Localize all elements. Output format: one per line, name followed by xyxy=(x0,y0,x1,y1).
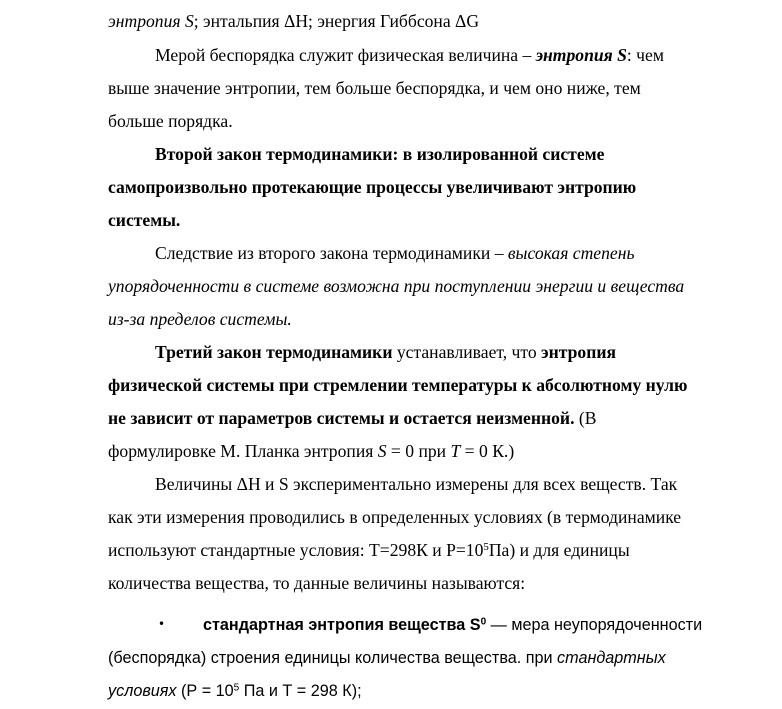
quantities-line-3 xyxy=(108,539,630,561)
corollary-italic: высокая степень xyxy=(507,243,635,263)
paragraph-entropy-line-1 xyxy=(155,44,664,66)
second-law-text: самопроизвольно протекающие процессы увеличивают энтропию xyxy=(108,177,637,197)
third-law-text: не зависит от параметров системы и остается неизменной. xyxy=(108,408,575,428)
second-law-line-3 xyxy=(108,209,180,231)
third-law-line-2 xyxy=(108,374,687,396)
third-law-title: Третий закон термодинамики xyxy=(155,342,393,362)
text: формулировке М. Планка энтропия xyxy=(108,441,378,461)
corollary-line-1 xyxy=(155,242,634,264)
text: — мера неупорядоченности xyxy=(486,616,703,634)
text: Следствие из второго закона термодинамики – xyxy=(155,243,508,263)
second-law-line-1 xyxy=(155,143,604,165)
italic-text: стандартных xyxy=(557,649,666,667)
quantities-line-4: количества вещества, то данные величины называются: xyxy=(108,573,526,593)
text: устанавливает, что xyxy=(392,342,542,362)
text: (Р = 10 xyxy=(176,682,234,700)
corollary-italic: из-за пределов системы. xyxy=(108,309,292,329)
third-law-text: физической системы при стремлении температуры к абсолютному нулю xyxy=(108,375,688,395)
bullet-line-3 xyxy=(108,680,362,702)
paragraph-entropy-line-3: больше порядка. xyxy=(108,111,233,131)
second-law-line-2 xyxy=(108,176,636,198)
symbol-s: S xyxy=(377,441,387,461)
symbol-t: T xyxy=(450,441,461,461)
entropy-term: энтропия xyxy=(108,11,185,31)
superscript: 0 xyxy=(480,616,487,628)
third-law-line-4 xyxy=(108,440,514,462)
text: Па и Т = 298 К); xyxy=(239,682,362,700)
line-functions xyxy=(108,10,479,32)
entropy-definition-term: энтропия S xyxy=(535,45,627,65)
quantities-line-2: как эти измерения проводились в определенных условиях (в термодинамике xyxy=(108,507,682,527)
corollary-line-2 xyxy=(108,275,684,297)
text: (беспорядка) строения единицы количества вещества. при xyxy=(108,649,558,667)
exponent: 5 xyxy=(483,541,489,553)
text: : чем xyxy=(626,45,664,65)
entropy-symbol: S xyxy=(184,11,194,31)
second-law-text: Второй закон термодинамики: в изолированной системе xyxy=(155,144,605,164)
standard-entropy-term: стандартная энтропия вещества S xyxy=(203,616,481,634)
second-law-text: системы. xyxy=(108,210,181,230)
functions-rest: ; энтальпия ΔH; энергия Гиббсона ΔG xyxy=(193,11,480,31)
bullet-icon: • xyxy=(158,617,166,631)
italic-text: условиях xyxy=(108,682,177,700)
text: = 0 при xyxy=(386,441,451,461)
text: Па) и для единицы xyxy=(488,540,630,560)
third-law-line-3 xyxy=(108,407,596,429)
text: (В xyxy=(574,408,597,428)
exponent: 5 xyxy=(233,682,240,694)
quantities-line-1: Величины ΔH и S экспериментально измерены для всех веществ. Так xyxy=(155,474,678,494)
text: используют стандартные условия: Т=298К и Р=10 xyxy=(108,540,484,560)
paragraph-entropy-line-2: выше значение энтропии, тем больше беспорядка, и чем оно ниже, тем xyxy=(108,78,641,98)
text: Мерой беспорядка служит физическая величина – xyxy=(155,45,536,65)
bullet-line-2 xyxy=(108,647,666,669)
corollary-line-3 xyxy=(108,308,292,330)
third-law-line-1 xyxy=(155,341,616,363)
bullet-line-1 xyxy=(203,614,702,636)
corollary-italic: упорядоченности в системе возможна при поступлении энергии и вещества xyxy=(108,276,685,296)
third-law-text: энтропия xyxy=(541,342,617,362)
text: = 0 К.) xyxy=(460,441,515,461)
